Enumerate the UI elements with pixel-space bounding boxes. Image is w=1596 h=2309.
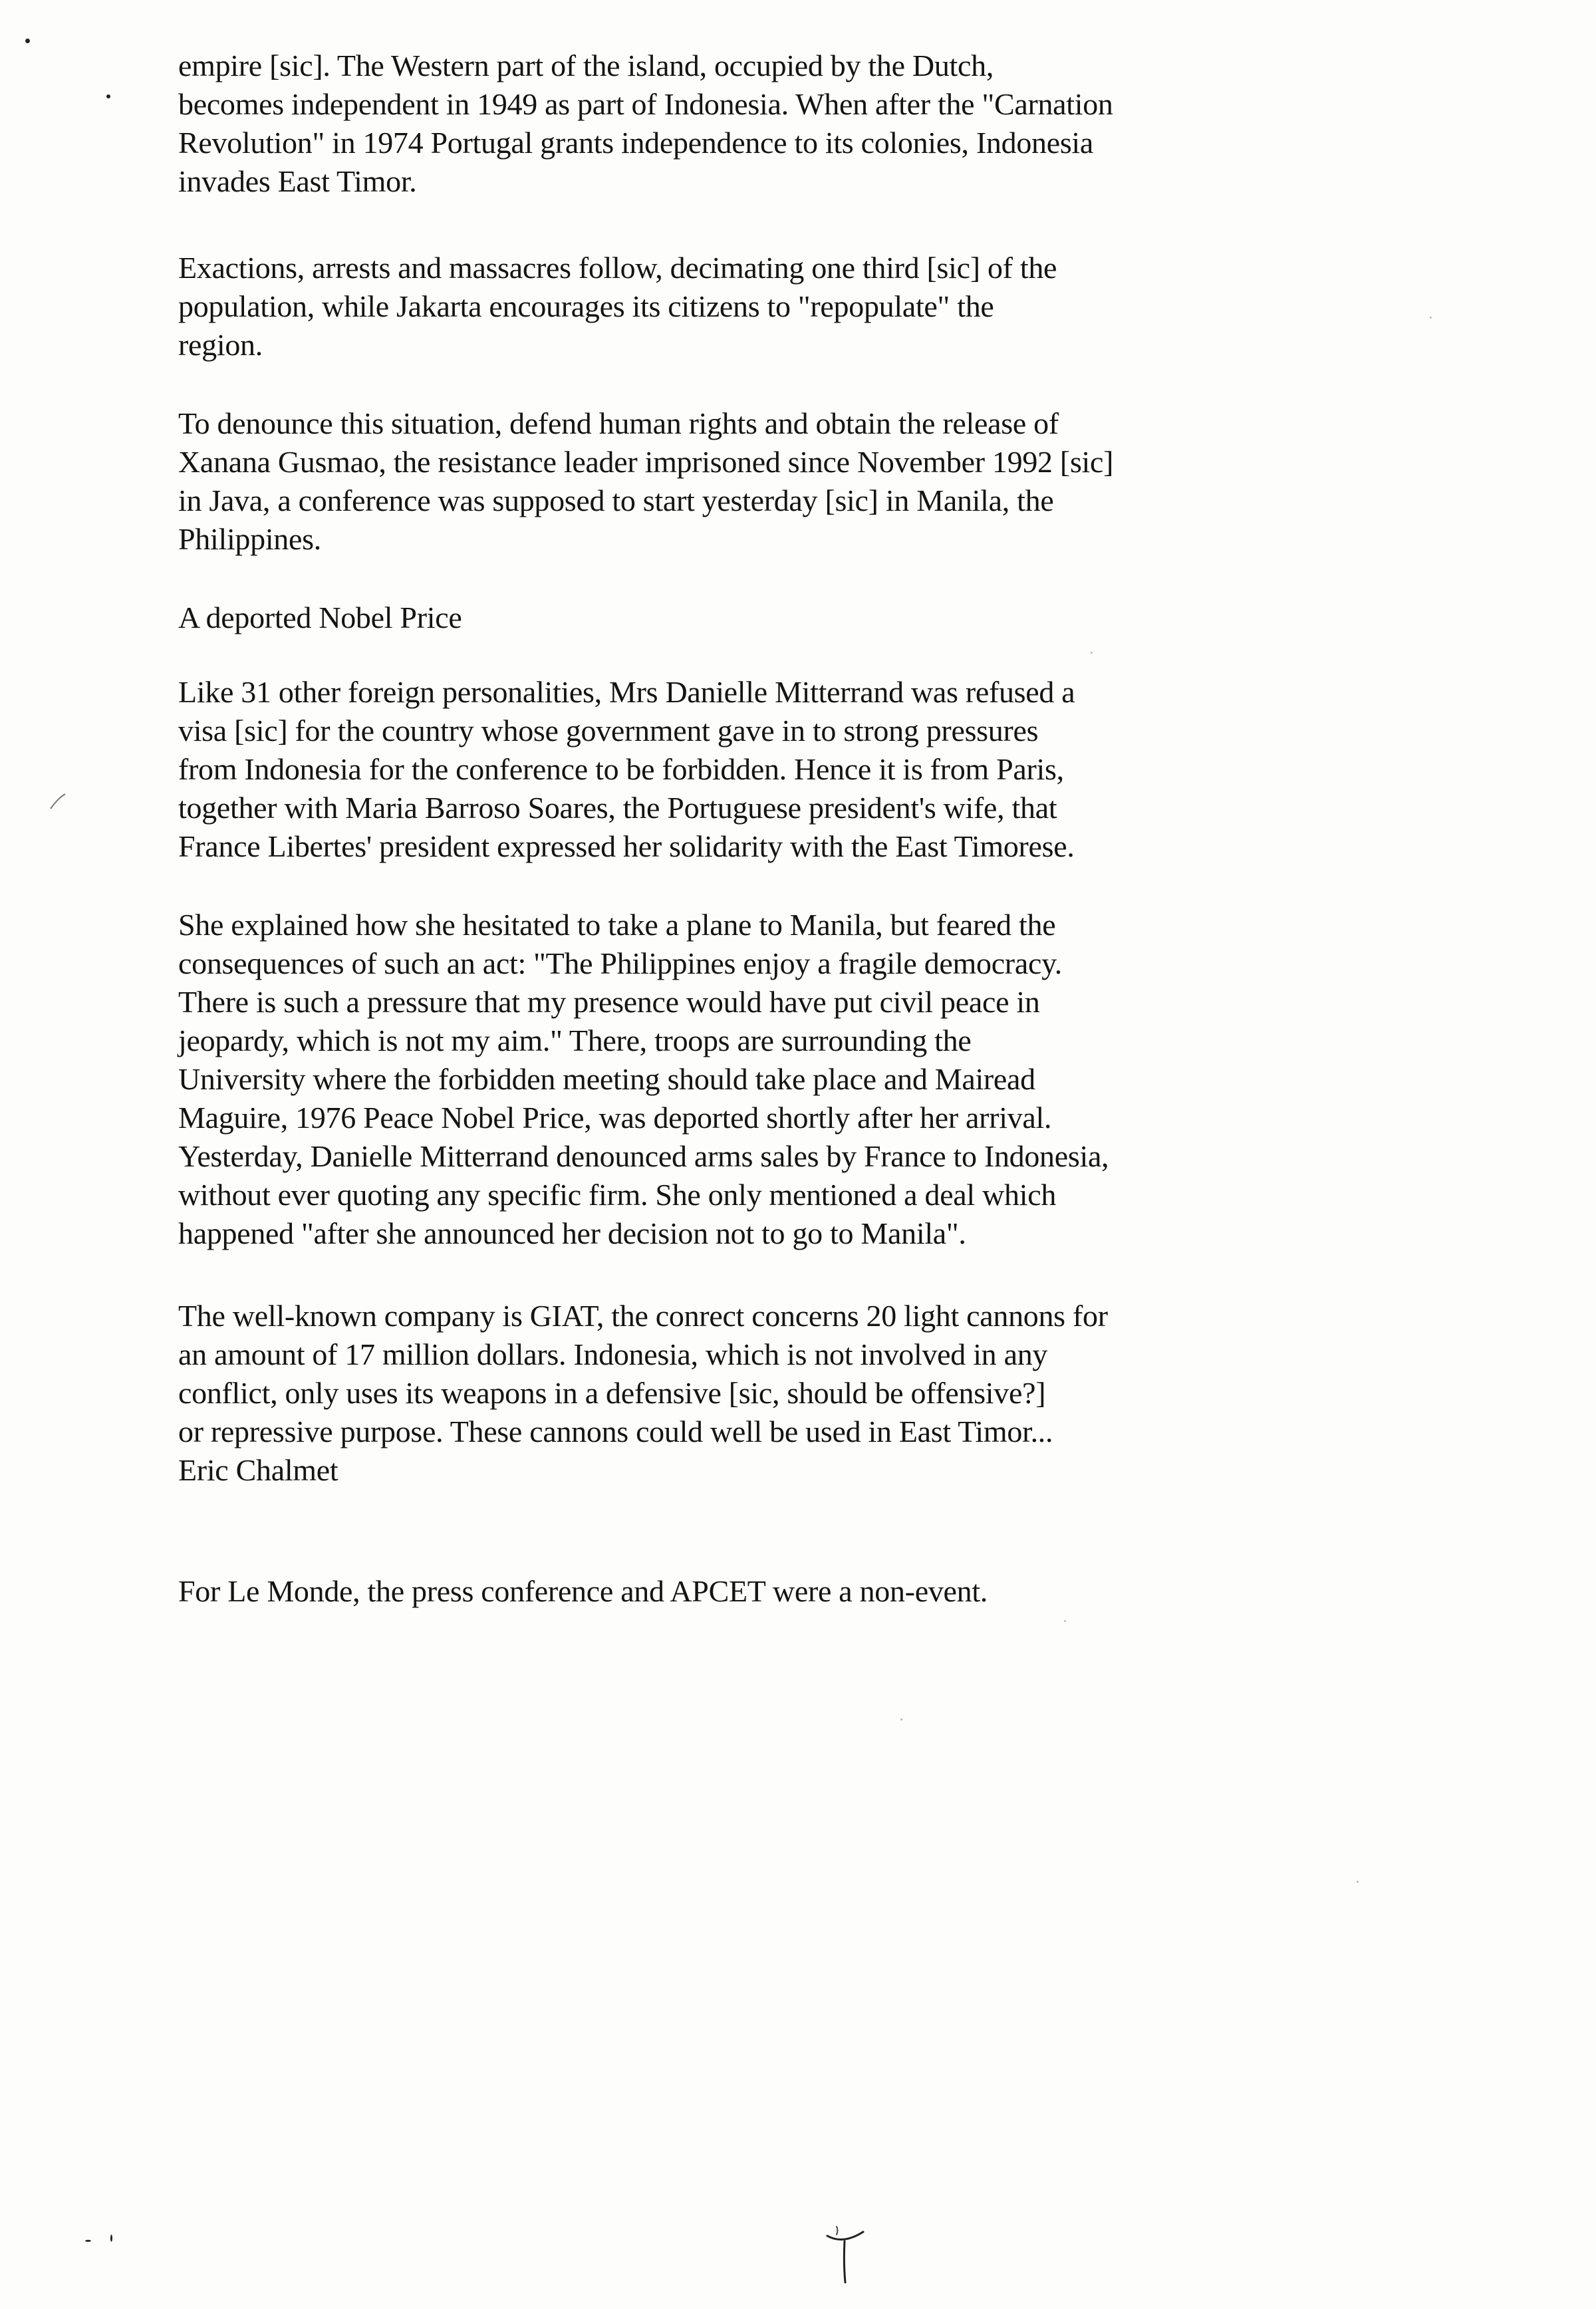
paragraph-conference xyxy=(178,404,1113,559)
paragraph-exactions xyxy=(178,249,1057,364)
text-line: jeopardy, which is not my aim." There, troops are surrounding the xyxy=(178,1023,972,1057)
text-line: in Java, a conference was supposed to start yesterday [sic] in Manila, the xyxy=(178,483,1054,517)
text-line: France Libertes' president expressed her solidarity with the East Timorese. xyxy=(178,829,1075,863)
text-line: The well-known company is GIAT, the conrect concerns 20 light cannons for xyxy=(178,1299,1108,1333)
text-line: population, while Jakarta encourages its citizens to "repopulate" the xyxy=(178,289,994,323)
text-line: To denounce this situation, defend human rights and obtain the release of xyxy=(178,406,1059,440)
text-line: Maguire, 1976 Peace Nobel Price, was deported shortly after her arrival. xyxy=(178,1101,1052,1135)
text-line: For Le Monde, the press conference and APCET were a non-event. xyxy=(178,1574,988,1608)
text-line: Philippines. xyxy=(178,522,321,556)
text-line: without ever quoting any specific firm. She only mentioned a deal which xyxy=(178,1178,1057,1212)
text-line: Revolution" in 1974 Portugal grants independence to its colonies, Indonesia xyxy=(178,126,1094,160)
text-line: region. xyxy=(178,328,263,362)
scan-speck xyxy=(900,1718,902,1720)
text-line: visa [sic] for the country whose government gave in to strong pressures xyxy=(178,714,1039,747)
text-line: She explained how she hesitated to take a plane to Manila, but feared the xyxy=(178,908,1056,942)
text-line: conflict, only uses its weapons in a defensive [sic, should be offensive?] xyxy=(178,1376,1046,1410)
text-line: Xanana Gusmao, the resistance leader imprisoned since November 1992 [sic] xyxy=(178,445,1114,479)
text-line: Yesterday, Danielle Mitterrand denounced arms sales by France to Indonesia, xyxy=(178,1139,1109,1173)
handwritten-mark-icon xyxy=(822,2221,868,2288)
text-line: Exactions, arrests and massacres follow, decimating one third [sic] of the xyxy=(178,251,1057,285)
subheading xyxy=(178,599,462,637)
text-line: Like 31 other foreign personalities, Mrs Danielle Mitterrand was refused a xyxy=(178,675,1075,709)
scan-speck xyxy=(85,2240,91,2242)
text-line: empire [sic]. The Western part of the island, occupied by the Dutch, xyxy=(178,49,994,82)
text-line: invades East Timor. xyxy=(178,164,417,198)
text-line: or repressive purpose. These cannons could well be used in East Timor... xyxy=(178,1415,1053,1448)
text-line: University where the forbidden meeting should take place and Mairead xyxy=(178,1062,1035,1096)
paragraph-visa xyxy=(178,673,1075,866)
text-line: consequences of such an act: "The Philippines enjoy a fragile democracy. xyxy=(178,946,1062,980)
scan-speck xyxy=(25,39,30,43)
scan-speck xyxy=(1091,652,1093,654)
scan-speck xyxy=(1357,1881,1359,1883)
paragraph-intro xyxy=(178,47,1113,201)
scan-speck xyxy=(110,2235,112,2242)
author-signoff: Eric Chalmet xyxy=(178,1453,338,1487)
text-line: There is such a pressure that my presence would have put civil peace in xyxy=(178,985,1040,1019)
text-line: happened "after she announced her decision not to go to Manila". xyxy=(178,1216,966,1250)
text-line: together with Maria Barroso Soares, the Portuguese president's wife, that xyxy=(178,791,1057,825)
pen-mark-icon xyxy=(48,791,68,811)
paragraph-manila xyxy=(178,906,1109,1253)
scan-speck xyxy=(1064,1620,1066,1622)
paragraph-giat xyxy=(178,1297,1108,1490)
scan-speck xyxy=(1430,317,1432,319)
text-line: from Indonesia for the conference to be forbidden. Hence it is from Paris, xyxy=(178,752,1064,786)
paragraph-le-monde xyxy=(178,1572,988,1611)
text-line: an amount of 17 million dollars. Indonesia, which is not involved in any xyxy=(178,1337,1048,1371)
scan-speck xyxy=(106,94,110,98)
text-line: becomes independent in 1949 as part of Indonesia. When after the "Carnation xyxy=(178,87,1113,121)
subheading-text: A deported Nobel Price xyxy=(178,601,462,634)
